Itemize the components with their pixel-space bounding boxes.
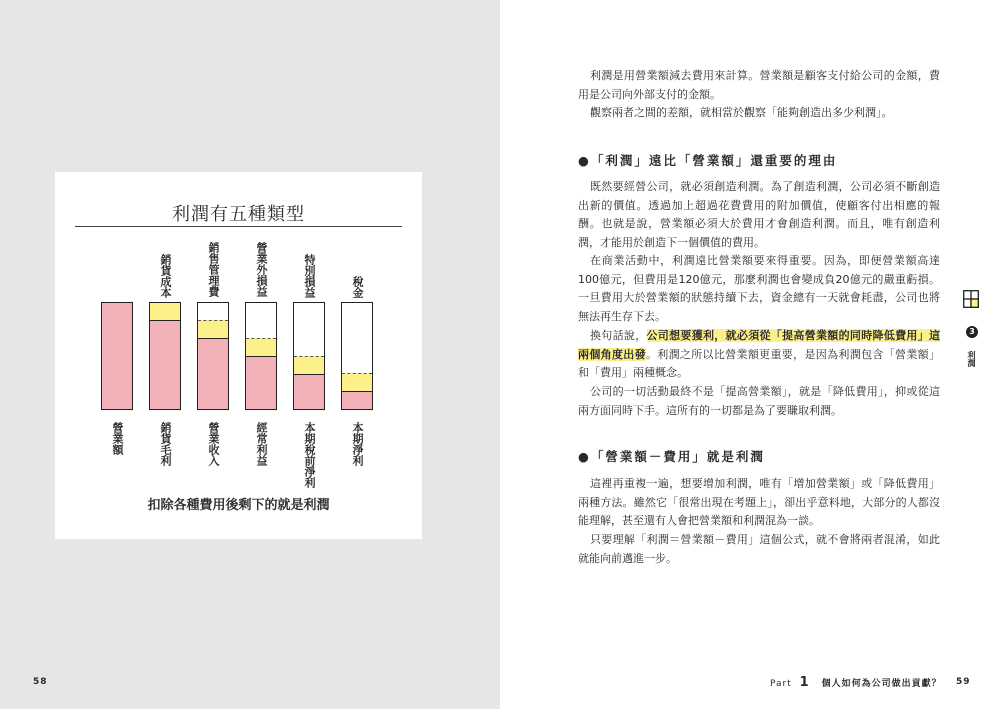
bar-pretax-income: [293, 302, 325, 410]
top-label-non-operating: 營業外損益: [255, 242, 268, 297]
right-page-number: 59: [956, 677, 971, 687]
bottom-label-operating-income: 營業收入: [207, 422, 220, 466]
right-page: [500, 0, 999, 709]
bottom-label-net-income: 本期淨利: [351, 422, 364, 466]
figure-title-rule: [75, 226, 402, 227]
paragraph-2: 觀察兩者之間的差額，就相當於觀察「能夠創造出多少利潤」。: [590, 106, 893, 119]
bar-remaining-profit: [246, 356, 276, 409]
footer-title: 個人如何為公司做出貢獻？: [821, 679, 942, 689]
paragraph-1: 利潤是用營業額減去費用來計算。營業額是顧客支付給公司的金額，費用是公司向外部支付的金額。: [578, 69, 940, 101]
paragraph-5-start: 換句話說，: [590, 329, 647, 342]
top-label-sga: 銷售管理費: [207, 242, 220, 297]
top-label-extraordinary: 特別損益: [303, 254, 316, 298]
bar-deducted-cost: [294, 356, 324, 374]
highlighted-key-sentence: 公司想要獲利，就必須從「提高營業額的同時降低費用」這兩個角度出發: [578, 329, 940, 361]
footer-part-number: 1: [799, 675, 810, 690]
section-heading-1: ●「利潤」遠比「營業額」還重要的理由: [578, 153, 838, 168]
bottom-label-gross-profit: 銷貨毛利: [159, 422, 172, 466]
bar-deducted-cost: [342, 373, 372, 391]
figure-caption: 扣除各種費用後剩下的就是利潤: [147, 498, 330, 513]
bar-net-income: [341, 302, 373, 410]
bar-deducted-cost: [198, 320, 228, 338]
page-footer: [770, 675, 942, 690]
paragraph-5: [578, 327, 940, 383]
paragraph-5-end: 。利潤之所以比營業額更重要，是因為利潤包含「營業額」和「費用」兩種概念。: [578, 347, 941, 380]
bar-ordinary-profit: [245, 302, 277, 410]
paragraph-3: 既然要經營公司，就必須創造利潤。為了創造利潤，公司必須不斷創造出新的價值。透過加上超過花費費用的附加價值，使顧客付出相應的報酬。也就是說，營業額必須大於費用才會創造利潤。而且，唯有創造利潤，才能用於創造下一個價值的費用。: [578, 180, 940, 249]
paragraph-8: 只要理解「利潤＝營業額－費用」這個公式，就不會將兩者混淆，如此就能向前邁進一步。: [578, 533, 940, 565]
top-label-cost-of-sales: 銷貨成本: [159, 254, 172, 298]
paragraph-7: 這裡再重複一遍，想要增加利潤，唯有「增加營業額」或「降低費用」兩種方法。雖然它「很常出現在考題上」，卻出乎意料地，大部分的人都沒能理解，甚至還有人會把營業額和利潤混為一談。: [578, 477, 940, 528]
bar-revenue: [101, 302, 133, 410]
paragraph-4: 在商業活動中，利潤遠比營業額要來得重要。因為，即便營業額高達100億元，但費用是120億元，那麼利潤也會變成負20億元的嚴重虧損。一旦費用大於營業額的狀態持續下去，資金總有一天就會耗盡，公司也將無法再生存下去。: [578, 254, 940, 323]
bar-operating-income: [197, 302, 229, 410]
bar-remaining-profit: [150, 320, 180, 409]
bar-remaining-profit: [198, 338, 228, 409]
bar-deducted-cost: [246, 338, 276, 356]
bar-remaining-profit: [102, 303, 132, 409]
footer-part-label: Part: [770, 679, 792, 689]
chapter-number-badge: 3: [966, 326, 978, 338]
left-page-number: 58: [33, 677, 48, 687]
bottom-label-revenue: 營業額: [111, 422, 124, 455]
bar-gross-profit: [149, 302, 181, 410]
profit-types-figure: [55, 172, 422, 539]
chapter-grid-icon: [963, 290, 979, 308]
figure-title: 利潤有五種類型: [172, 204, 305, 225]
bar-remaining-profit: [294, 374, 324, 409]
chapter-side-label: 利潤: [967, 351, 976, 367]
bottom-label-pretax-income: 本期稅前淨利: [303, 422, 316, 488]
bar-deducted-cost: [150, 303, 180, 320]
bar-remaining-profit: [342, 391, 372, 409]
paragraph-6: 公司的一切活動最終不是「提高營業額」，就是「降低費用」，抑或從這兩方面同時下手。這所有的一切都是為了要賺取利潤。: [578, 385, 940, 417]
section-heading-2: ●「營業額－費用」就是利潤: [578, 449, 765, 464]
top-label-tax: 稅金: [351, 276, 364, 298]
bottom-label-ordinary-profit: 經常利益: [255, 422, 268, 466]
